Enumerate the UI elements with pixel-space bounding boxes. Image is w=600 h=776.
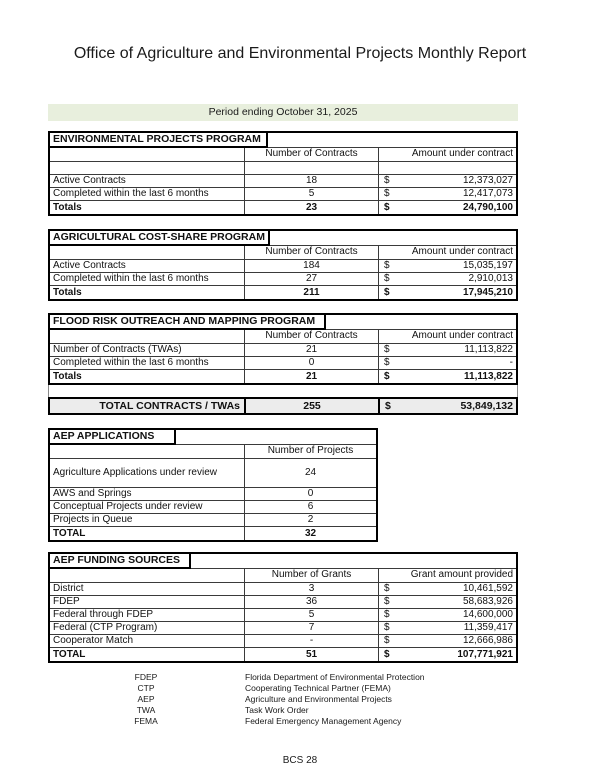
row-count: 184 [244,260,378,272]
totals-amount [378,201,516,214]
table-aep-applications [48,428,378,542]
totals-amount [378,648,516,661]
amount-value: 15,035,197 [462,260,513,271]
grand-total-count: 255 [244,399,378,413]
table-title-spacer [270,231,516,246]
table-aep-funding-sources [48,552,518,663]
table-row [50,595,516,608]
row-amount [378,344,516,356]
row-label: Active Contracts [53,260,126,271]
row-label: Agriculture Applications under review [53,467,217,478]
table-title: AEP FUNDING SOURCES [50,554,191,569]
table-title: AEP APPLICATIONS [50,430,176,445]
row-count: - [244,635,378,647]
legend-definition: Agriculture and Environmental Projects [245,694,392,704]
table-row [50,487,376,500]
row-count: 5 [244,188,378,200]
totals-amount [378,286,516,299]
header-count: Number of Contracts [244,330,378,343]
page-footer-code: BCS 28 [282,755,318,766]
row-amount [378,635,516,647]
table-row [50,174,516,187]
header-label-cell [50,148,244,161]
row-count: 6 [244,501,376,513]
table-environmental-projects [48,131,518,216]
table-title-spacer [326,315,516,330]
column-header-row [50,330,516,343]
row-count: 36 [244,596,378,608]
table-title: FLOOD RISK OUTREACH AND MAPPING PROGRAM [50,315,326,330]
currency-symbol: $ [384,649,390,660]
row-count: 3 [244,583,378,595]
row-count: 0 [244,357,378,369]
row-amount [378,609,516,621]
legend-definition: Cooperating Technical Partner (FEMA) [245,683,391,693]
amount-value: 17,945,210 [462,287,513,298]
table-row [50,634,516,647]
row-count: 21 [244,344,378,356]
column-header-row [50,445,376,458]
grand-total-row [48,397,518,415]
currency-symbol: $ [384,175,390,186]
amount-value: 12,373,027 [462,175,513,186]
totals-row [50,526,376,540]
amount-value: 24,790,100 [462,202,513,213]
currency-symbol: $ [384,583,390,594]
table-spacer [48,385,518,397]
page-title: Office of Agriculture and Environmental Projects Monthly Report [73,45,527,62]
row-count: 2 [244,514,376,526]
row-label: Federal (CTP Program) [53,622,158,633]
row-amount [378,175,516,187]
totals-count: 21 [244,370,378,383]
row-count: 27 [244,273,378,285]
currency-symbol: $ [384,622,390,633]
row-amount [378,273,516,285]
header-count: Number of Grants [244,569,378,582]
totals-label: TOTAL [53,528,86,539]
row-label: AWS and Springs [53,488,132,499]
amount-value: 11,359,417 [463,622,513,633]
header-amount: Amount under contract [378,330,516,343]
grand-total-label: TOTAL CONTRACTS / TWAs [99,400,240,412]
currency-symbol: $ [384,287,390,298]
legend-item [0,705,600,716]
table-row [50,582,516,595]
table-title: AGRICULTURAL COST-SHARE PROGRAM [50,231,270,246]
row-label: District [53,583,84,594]
table-row [50,500,376,513]
currency-symbol: $ [384,273,390,284]
header-count: Number of Contracts [244,246,378,259]
currency-symbol: $ [384,202,390,213]
totals-count: 23 [244,201,378,214]
table-row [50,272,516,285]
currency-symbol: $ [384,188,390,199]
amount-value: 10,461,592 [462,583,513,594]
legend-definition: Florida Department of Environmental Protection [245,672,425,682]
table-row [50,343,516,356]
row-label: Number of Contracts (TWAs) [53,344,182,355]
row-amount [378,622,516,634]
table-title-row [50,315,516,330]
row-amount [378,596,516,608]
header-count: Number of Contracts [244,148,378,161]
period-banner [48,104,518,121]
table-title-row [50,231,516,246]
abbreviation-legend [0,672,600,727]
legend-definition: Federal Emergency Management Agency [245,716,402,726]
totals-label: Totals [53,287,82,298]
totals-row [50,369,516,383]
table-row [50,259,516,272]
row-label: Federal through FDEP [53,609,154,620]
table-row [50,356,516,369]
table-title: ENVIRONMENTAL PROJECTS PROGRAM [50,133,268,148]
table-flood-risk [48,313,518,385]
legend-abbr: TWA [136,705,156,715]
currency-symbol: $ [385,400,391,412]
row-label: Conceptual Projects under review [53,501,203,512]
table-title-row [50,554,516,569]
row-amount [378,188,516,200]
totals-row [50,285,516,299]
amount-value: 107,771,921 [457,649,513,660]
currency-symbol: $ [384,609,390,620]
totals-label: Totals [53,202,82,213]
row-count: 7 [244,622,378,634]
header-amount: Grant amount provided [378,569,516,582]
totals-amount [378,370,516,383]
currency-symbol: $ [384,260,390,271]
totals-row [50,647,516,661]
totals-count: 211 [244,286,378,299]
legend-item [0,694,600,705]
table-title-row [50,430,376,445]
totals-row [50,200,516,214]
empty-row [50,161,516,174]
table-title-spacer [191,554,516,569]
totals-count: 32 [244,527,376,540]
column-header-row [50,246,516,259]
table-agricultural-cost-share [48,229,518,301]
row-label: Completed within the last 6 months [53,188,209,199]
legend-definition: Task Work Order [245,705,309,715]
table-row [50,458,376,487]
row-label: Completed within the last 6 months [53,357,209,368]
amount-value: 11,113,822 [464,344,513,355]
currency-symbol: $ [384,596,390,607]
amount-value: 53,849,132 [460,400,513,412]
row-count: 24 [244,459,376,487]
header-amount: Amount under contract [378,246,516,259]
row-count: 5 [244,609,378,621]
currency-symbol: $ [384,357,390,368]
row-amount [378,357,516,369]
table-title-spacer [176,430,376,445]
period-text: Period ending October 31, 2025 [208,106,358,118]
legend-abbr: FDEP [134,672,158,682]
row-amount [378,260,516,272]
table-row [50,621,516,634]
amount-value: 2,910,013 [468,273,513,284]
row-count: 18 [244,175,378,187]
currency-symbol: $ [384,635,390,646]
header-amount: Amount under contract [378,148,516,161]
column-header-row [50,569,516,582]
column-header-row [50,148,516,161]
legend-abbr: FEMA [134,716,158,726]
totals-label: TOTAL [53,649,86,660]
row-label: FDEP [53,596,80,607]
legend-item [0,716,600,727]
row-label: Cooperator Match [53,635,134,646]
legend-item [0,672,600,683]
currency-symbol: $ [384,371,390,382]
amount-value: 14,600,000 [462,609,513,620]
header-count: Number of Projects [244,445,376,458]
row-label: Projects in Queue [53,514,133,525]
amount-value: - [509,357,513,368]
row-amount [378,583,516,595]
amount-value: 12,417,073 [462,188,513,199]
row-count: 0 [244,488,376,500]
table-row [50,513,376,526]
legend-item [0,683,600,694]
totals-label: Totals [53,371,82,382]
legend-abbr: CTP [137,683,155,693]
currency-symbol: $ [384,344,390,355]
table-title-spacer [268,133,516,148]
table-row [50,608,516,621]
amount-value: 11,113,822 [464,371,513,382]
grand-total-amount [378,399,516,413]
amount-value: 58,683,926 [462,596,513,607]
row-label: Active Contracts [53,175,126,186]
table-title-row [50,133,516,148]
legend-abbr: AEP [137,694,155,704]
row-label: Completed within the last 6 months [53,273,209,284]
table-row [50,187,516,200]
totals-count: 51 [244,648,378,661]
amount-value: 12,666,986 [462,635,513,646]
